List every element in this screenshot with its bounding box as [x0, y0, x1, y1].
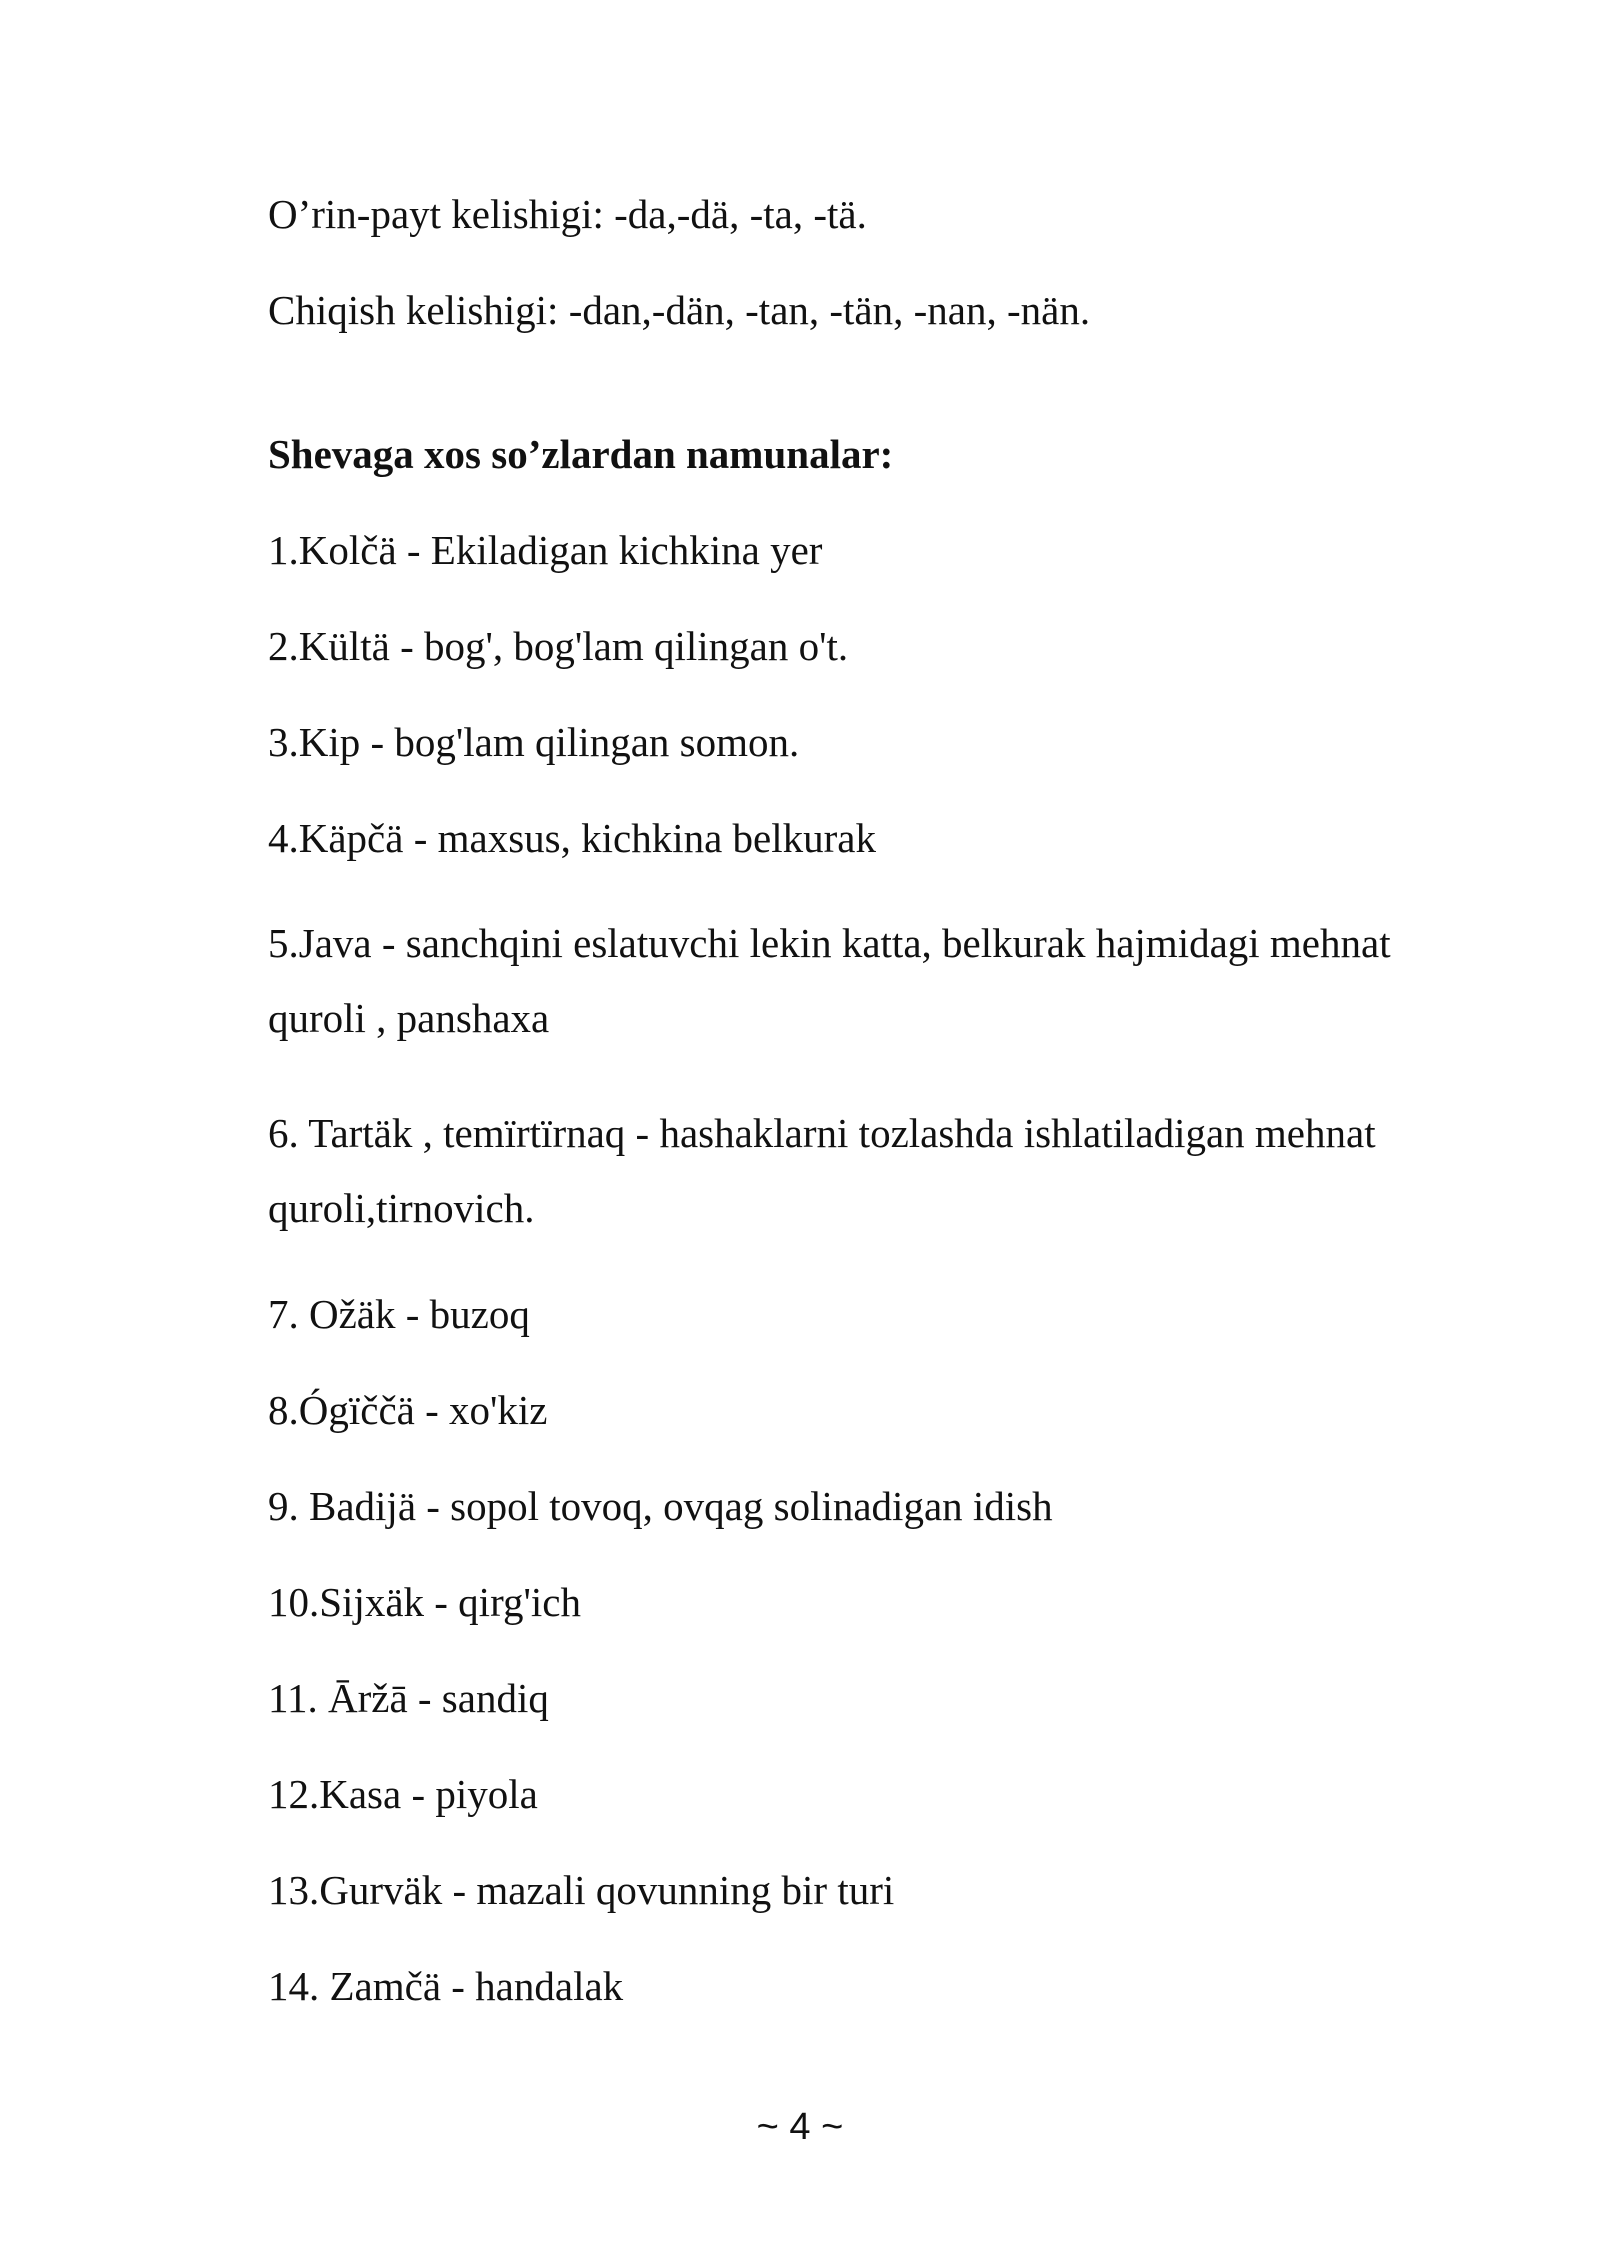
list-item: 9. Badijä - sopol tovoq, ovqag solinadigan idish: [268, 1483, 1053, 1529]
list-item: 2.Kültä - bog', bog'lam qilingan o't.: [268, 623, 849, 669]
list-item: 8.Ógïččä - xo'kiz: [268, 1387, 548, 1433]
list-item: 4.Käpčä - maxsus, kichkina belkurak: [268, 815, 876, 861]
list-item: 1.Kolčä - Ekiladigan kichkina yer: [268, 527, 823, 573]
page-number: ~ 4 ~: [756, 2106, 844, 2148]
section-heading: Shevaga xos so’zlardan namunalar:: [268, 431, 894, 477]
word-list: [268, 522, 1464, 2014]
list-item: 7. Ožäk - buzoq: [268, 1291, 530, 1337]
list-item: 6. Tartäk , temïrtïrnaq - hashaklarni tozlashda ishlatiladigan mehnat quroli,tirnovich.: [268, 1110, 1376, 1231]
ablative-case-line: Chiqish kelishigi: -dan,-dän, -tan, -tän, -nan, -nän.: [268, 287, 1091, 333]
locative-case-line: O’rin-payt kelishigi: -da,-dä, -ta, -tä.: [268, 191, 867, 237]
list-item: 11. Āržā - sandiq: [268, 1675, 549, 1721]
list-item: 5.Java - sanchqini eslatuvchi lekin katta, belkurak hajmidagi mehnat quroli , panshaxa: [268, 920, 1391, 1041]
list-item: 3.Kip - bog'lam qilingan somon.: [268, 719, 800, 765]
list-item: 13.Gurväk - mazali qovunning bir turi: [268, 1867, 895, 1913]
list-item: 12.Kasa - piyola: [268, 1771, 538, 1817]
list-item: 14. Zamčä - handalak: [268, 1963, 624, 2009]
list-item: 10.Sijxäk - qirg'ich: [268, 1579, 581, 1625]
section-gap: [268, 338, 1464, 426]
page-content: [268, 186, 1464, 2054]
